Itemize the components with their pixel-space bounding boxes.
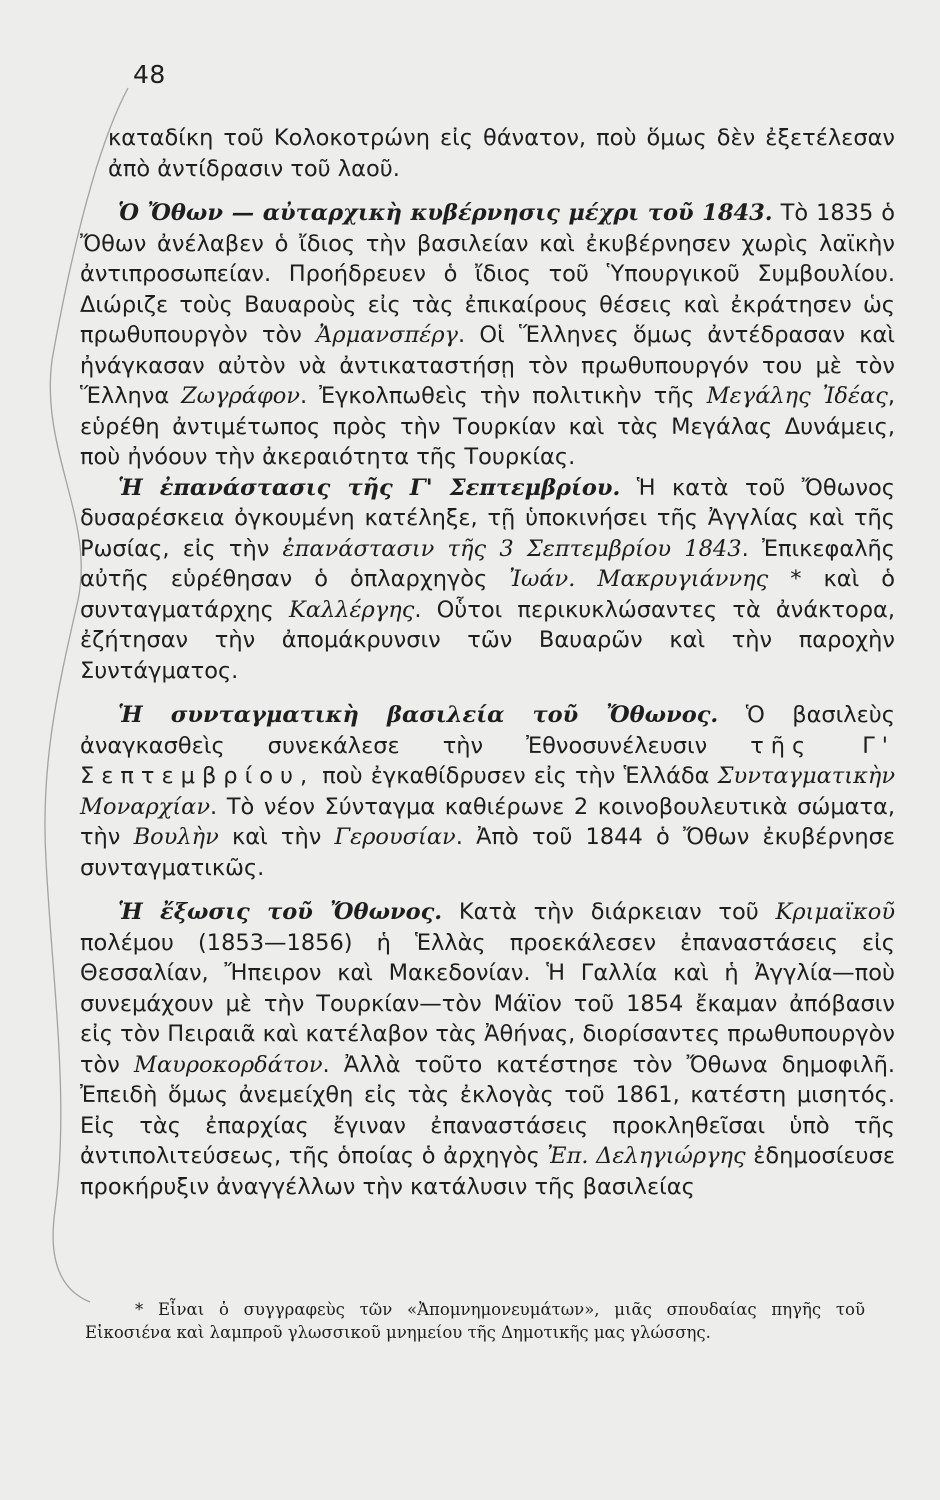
term-megali-idea: Μεγάλης Ἰδέας <box>706 383 888 409</box>
name-zografos: Ζωγράφον <box>181 383 300 409</box>
term-revolution-1843: ἐπανάστασιν τῆς 3 Σεπτεμβρίου 1843 <box>282 535 742 562</box>
section-heading: Ἡ ἔξωσις τοῦ Ὄθωνος. <box>118 899 443 925</box>
section-otto-autocratic: Ὁ Ὄθων — αὐταρχικὴ κυβέρνησις μέχρι τοῦ 1843. Τὸ 1835 ὁ Ὄθων ἀνέλαβεν ὁ ἴδιος τὴν βασιλείαν καὶ ἐκυβέρνησεν χωρὶς λαϊκὴν ἀντιπροσωπείαν. Προήδρευεν ὁ ἴδιος τοῦ Ὑπουργικοῦ Συμβουλίου. Διώριζε τοὺς Βαυαροὺς εἰς τὰς ἐπικαίρους θέσεις καὶ ἐκράτησεν ὡς πρωθυπουργὸν τὸν Ἀρμανσπέργ. Οἱ Ἕλληνες ὅμως ἀντέδρασαν καὶ ἠνάγκασαν αὐτὸν νὰ ἀντικαταστήσῃ τὸν πρωθυπουργόν του μὲ τὸν Ἕλληνα Ζωγράφον. Ἐγκολπωθεὶς τὴν πολιτικὴν τῆς Μεγάλης Ἰδέας, εὑρέθη ἀντιμέτωπος πρὸς τὴν Τουρκίαν καὶ τὰς Μεγάλας Δυνάμεις, ποὺ ἠνόουν τὴν ἀκεραιότητα τῆς Τουρκίας. <box>80 200 896 470</box>
section-september-revolution: Ἡ ἐπανάστασις τῆς Γ' Σεπτεμβρίου. Ἡ κατὰ τοῦ Ὄθωνος δυσαρέσκεια ὀγκουμένη κατέληξε, τῇ ὑποκινήσει τῆς Ἀγγλίας καὶ τῆς Ρωσίας, εἰς τὴν ἐπανάστασιν τῆς 3 Σεπτεμβρίου 1843. Ἐπικεφαλῆς αὐτῆς εὑρέθησαν ὁ ὁπλαρχηγὸς Ἰωάν. Μακρυγιάννης * καὶ ὁ συνταγματάρχης Καλλέργης. Οὗτοι περικυκλώσαντες τὰ ἀνάκτορα, ἐζήτησαν τὴν ἀπομάκρυνσιν τῶν Βαυαρῶν καὶ τὴν παροχὴν Συντάγματος. <box>80 474 895 684</box>
name-kallergis: Καλλέργης <box>288 596 415 623</box>
section-heading: Ἡ ἐπανάστασις τῆς Γ' Σεπτεμβρίου. <box>118 474 621 501</box>
name-armansperg: Ἀρμανσπέργ <box>316 322 459 348</box>
term-vouli: Βουλὴν <box>133 824 219 850</box>
term-constitutional-monarchy: Συνταγματικὴν Μοναρχίαν <box>80 763 895 820</box>
footnote-text: * Εἶναι ὁ συγγραφεὺς τῶν «Ἀπομνημονευμάτων», μιᾶς σπουδαίας πηγῆς τοῦ Εἰκοσιένα καὶ λαμπροῦ γλωσσικοῦ μνημείου τῆς Δημοτικῆς μας γλώσσης. <box>85 1300 865 1342</box>
section-otto-expulsion: Ἡ ἔξωσις τοῦ Ὄθωνος. Κατὰ τὴν διάρκειαν τοῦ Κριμαϊκοῦ πολέμου (1853—1856) ἡ Ἑλλὰς προεκάλεσεν ἐπαναστάσεις εἰς Θεσσαλίαν, Ἤπειρον καὶ Μακεδονίαν. Ἡ Γαλλία καὶ ἡ Ἀγγλία—ποὺ συνεμάχουν μὲ τὴν Τουρκίαν—τὸν Μάϊον τοῦ 1854 ἔκαμαν ἀπόβασιν εἰς τὸν Πειραιᾶ καὶ κατέλαβον τὰς Ἀθήνας, διορίσαντες πρωθυπουργὸν τὸν Μαυροκορδάτον. Ἀλλὰ τοῦτο κατέστησε τὸν Ὄθωνα δημοφιλῆ. Ἐπειδὴ ὅμως ἀνεμείχθη εἰς τὰς ἐκλογὰς τοῦ 1861, κατέστη μισητός. Εἰς τὰς ἐπαρχίας ἔγιναν ἐπαναστάσεις προκληθεῖσαι ὑπὸ τῆς ἀντιπολιτεύσεως, τῆς ὁποίας ὁ ἀρχηγὸς Ἐπ. Δεληγιώργης ἐδημοσίευσε προκήρυξιν ἀναγγέλλων τὴν κατάλυσιν τῆς βασιλείας <box>80 899 895 1200</box>
section-heading: Ἡ συνταγματικὴ βασιλεία τοῦ Ὄθωνος. <box>118 702 719 728</box>
section-heading: Ὁ Ὄθων — αὐταρχικὴ κυβέρνησις μέχρι τοῦ 1843. <box>118 200 773 226</box>
term-crimean: Κριμαϊκοῦ <box>775 899 895 925</box>
footnote <box>85 1298 865 1344</box>
section-constitutional-monarchy: Ἡ συνταγματικὴ βασιλεία τοῦ Ὄθωνος. Ὁ βασιλεὺς ἀναγκασθεὶς συνεκάλεσε τὴν Ἐθνοσυνέλευσιν τῆς Γ' Σεπτεμβρίου, ποὺ ἐγκαθίδρυσεν εἰς τὴν Ἑλλάδα Συνταγματικὴν Μοναρχίαν. Τὸ νέον Σύνταγμα καθιέρωνε 2 κοινοβουλευτικὰ σώματα, τὴν Βουλὴν καὶ τὴν Γερουσίαν. Ἀπὸ τοῦ 1844 ὁ Ὄθων ἐκυβέρνησε συνταγματικῶς. <box>80 702 895 881</box>
page-number: 48 <box>133 60 166 89</box>
name-deligiorgis: Ἐπ. Δεληγιώργης <box>547 1143 746 1169</box>
paragraph-intro: καταδίκη τοῦ Κολοκοτρώνη εἰς θάνατον, ποὺ ὅμως δὲν ἐξετέλεσαν ἀπὸ ἀντίδρασιν τοῦ λαοῦ. <box>108 125 895 182</box>
spaced-phrase: τῆς Γ' Σεπτεμβρίου, <box>80 732 895 789</box>
page-body <box>80 123 895 1202</box>
name-makrygiannis: Ἰωάν. Μακρυγιάννης <box>509 566 769 592</box>
name-mavrokordatos: Μαυροκορδάτον <box>133 1051 323 1078</box>
term-gerousia: Γερουσίαν <box>334 824 456 850</box>
